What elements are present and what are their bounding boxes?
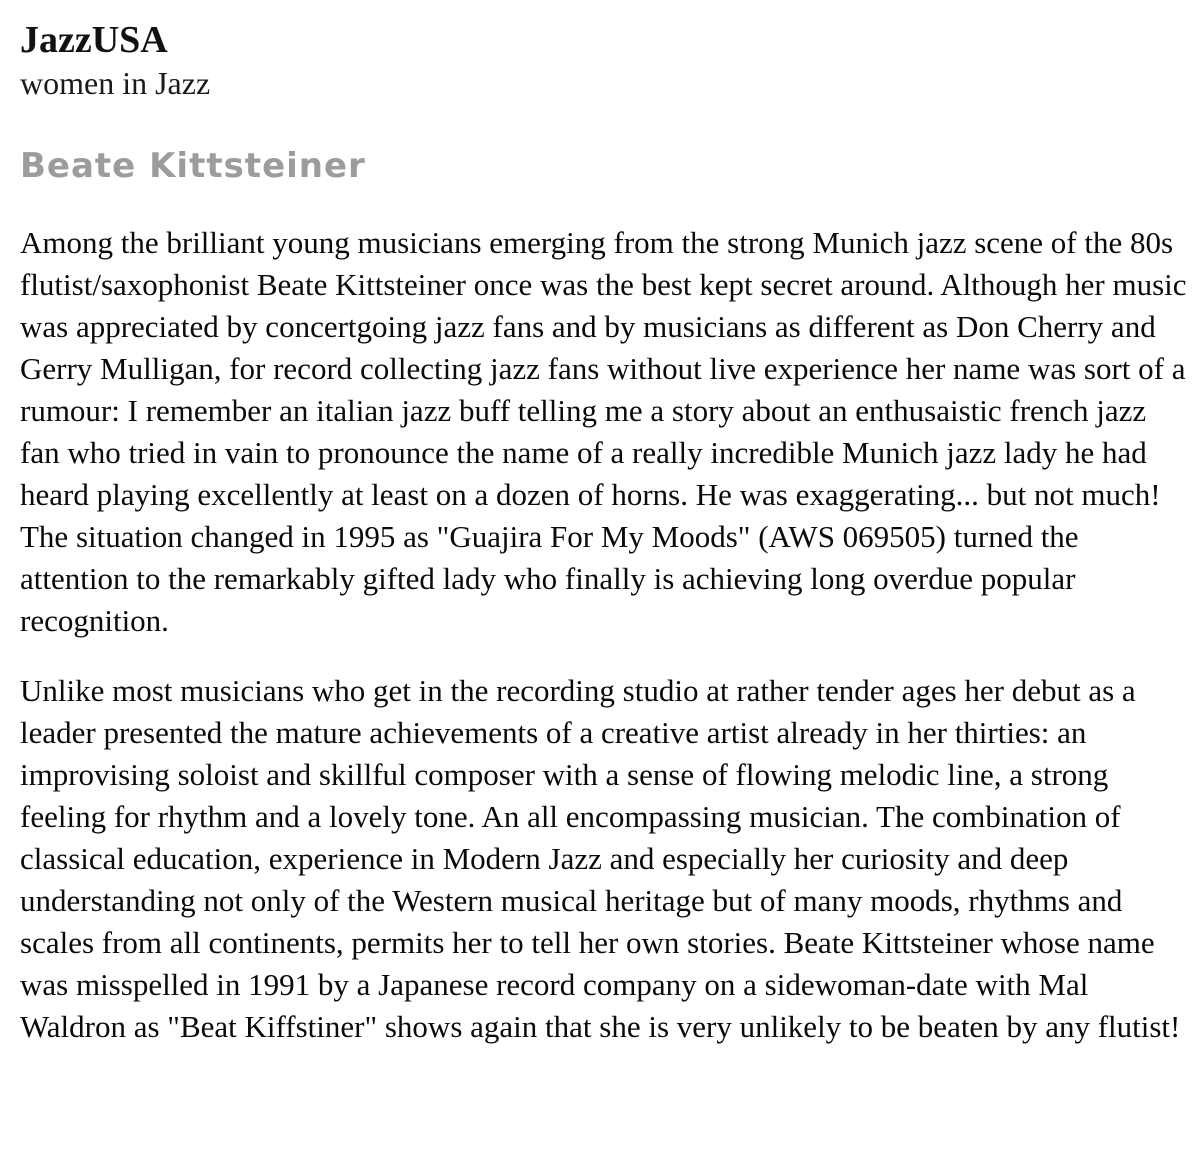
article-paragraph-2: Unlike most musicians who get in the recording studio at rather tender ages her debut as a leader presented the mature achievements of a creative artist already in her thirties: an improvising soloist and skillful composer with a sense of flowing melodic line, a strong feeling for rhythm and a lovely tone. An all encompassing musician. The combination of classical education, experience in Modern Jazz and especially her curiosity and deep understanding not only of the Western musical heritage but of many moods, rhythms and scales from all continents, permits her to tell her own stories. Beate Kittsteiner whose name was misspelled in 1991 by a Japanese record company on a sidewoman-date with Mal Waldron as "Beat Kiffstiner" shows again that she is very unlikely to be beaten by any flutist! <box>20 673 1181 1044</box>
site-header <box>20 18 1188 104</box>
article-paragraph-1: Among the brilliant young musicians emerging from the strong Munich jazz scene of the 80s flutist/saxophonist Beate Kittsteiner once was the best kept secret around. Although her music was appreciated by concertgoing jazz fans and by musicians as different as Don Cherry and Gerry Mulligan, for record collecting jazz fans without live experience her name was sort of a rumour: I remember an italian jazz buff telling me a story about an enthusaistic french jazz fan who tried in vain to pronounce the name of a really incredible Munich jazz lady he had heard playing excellently at least on a dozen of horns. He was exaggerating... but not much! The situation changed in 1995 as "Guajira For My Moods" (AWS 069505) turned the attention to the remarkably gifted lady who finally is achieving long overdue popular recognition. <box>20 225 1187 638</box>
site-title: JazzUSA <box>20 19 168 61</box>
site-subtitle: women in Jazz <box>20 65 211 101</box>
article-title: Beate Kittsteiner <box>20 146 366 186</box>
article-body <box>20 222 1188 1048</box>
